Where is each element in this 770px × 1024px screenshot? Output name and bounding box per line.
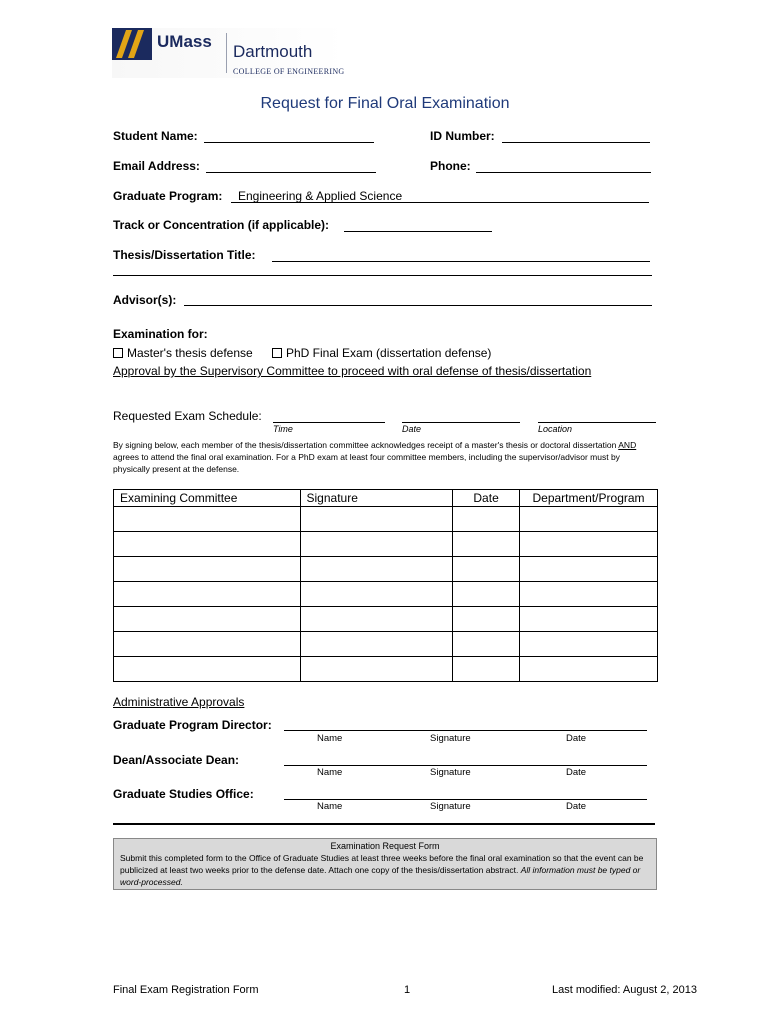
schedule-time-caption: Time xyxy=(273,424,293,434)
department-cell[interactable] xyxy=(520,582,658,607)
department-cell[interactable] xyxy=(520,557,658,582)
table-row xyxy=(114,607,658,632)
phd-checkbox[interactable] xyxy=(272,348,282,358)
department-cell[interactable] xyxy=(520,657,658,682)
thesis-title-field-line2[interactable] xyxy=(113,275,652,276)
option-phd[interactable] xyxy=(272,346,491,360)
member-cell[interactable] xyxy=(114,507,301,532)
date-cell[interactable] xyxy=(453,532,520,557)
schedule-time-field[interactable] xyxy=(273,422,385,423)
disclaimer-and: AND xyxy=(618,440,637,450)
table-row xyxy=(114,657,658,682)
notice-title: Examination Request Form xyxy=(330,841,440,851)
advisors-field[interactable] xyxy=(184,305,652,306)
track-label: Track or Concentration (if applicable): xyxy=(113,218,330,232)
schedule-label: Requested Exam Schedule: xyxy=(113,409,262,423)
committee-table xyxy=(113,489,658,682)
page-title: Request for Final Oral Examination xyxy=(260,95,510,112)
logo-dartmouth-text: Dartmouth xyxy=(233,42,313,61)
committee-table-header xyxy=(114,490,658,507)
date-cell[interactable] xyxy=(453,557,520,582)
masters-checkbox[interactable] xyxy=(113,348,123,358)
notice-italic: All information must be typed or word-processed. xyxy=(120,865,641,887)
footer-last-modified: Last modified: August 2, 2013 xyxy=(552,984,697,996)
logo-divider xyxy=(226,33,227,73)
date-cell[interactable] xyxy=(453,657,520,682)
table-row xyxy=(114,507,658,532)
director-name-caption: Name xyxy=(317,733,343,744)
member-cell[interactable] xyxy=(114,657,301,682)
dean-signature-caption: Signature xyxy=(430,767,471,778)
notice-body: Submit this completed form to the Office of Graduate Studies at least three weeks before the final oral examination so that the event can be publicized at least two weeks prior to the defense date. Attach one copy of the thesis/dissertation abstract. xyxy=(120,853,644,875)
office-name-caption: Name xyxy=(317,801,343,812)
signature-cell[interactable] xyxy=(300,607,453,632)
member-cell[interactable] xyxy=(114,582,301,607)
header-examining-committee: Examining Committee xyxy=(114,490,301,507)
header-signature: Signature xyxy=(300,490,453,507)
member-cell[interactable] xyxy=(114,607,301,632)
director-date-caption: Date xyxy=(566,733,587,744)
notice-box xyxy=(113,838,657,890)
member-cell[interactable] xyxy=(114,632,301,657)
student-name-field[interactable] xyxy=(204,142,374,143)
id-number-field[interactable] xyxy=(502,142,650,143)
schedule-date-caption: Date xyxy=(402,424,422,434)
approval-heading: Approval by the Supervisory Committee to proceed with oral defense of thesis/dissertation xyxy=(113,364,592,378)
table-row xyxy=(114,582,658,607)
dean-label: Dean/Associate Dean: xyxy=(113,753,240,767)
email-field[interactable] xyxy=(206,172,376,173)
signature-cell[interactable] xyxy=(300,632,453,657)
director-label: Graduate Program Director: xyxy=(113,718,272,732)
date-cell[interactable] xyxy=(453,507,520,532)
header-date: Date xyxy=(453,490,520,507)
office-signature-caption: Signature xyxy=(430,801,471,812)
section-divider xyxy=(113,823,655,825)
id-number-label: ID Number: xyxy=(430,129,495,143)
schedule-location-field[interactable] xyxy=(538,422,656,423)
office-signature-line[interactable] xyxy=(284,799,647,800)
thesis-title-label: Thesis/Dissertation Title: xyxy=(113,248,256,262)
notice-text xyxy=(114,852,656,888)
track-field[interactable] xyxy=(344,231,492,232)
department-cell[interactable] xyxy=(520,507,658,532)
department-cell[interactable] xyxy=(520,607,658,632)
table-row xyxy=(114,532,658,557)
director-signature-caption: Signature xyxy=(430,733,471,744)
date-cell[interactable] xyxy=(453,607,520,632)
dean-signature-line[interactable] xyxy=(284,765,647,766)
department-cell[interactable] xyxy=(520,632,658,657)
office-label: Graduate Studies Office: xyxy=(113,787,254,801)
umass-logo-icon xyxy=(112,28,152,60)
student-name-label: Student Name: xyxy=(113,129,198,143)
signature-cell[interactable] xyxy=(300,582,453,607)
disclaimer-part1: By signing below, each member of the thesis/dissertation committee acknowledges receipt of a master's thesis or doctoral dissertation xyxy=(113,440,619,450)
date-cell[interactable] xyxy=(453,632,520,657)
footer-page-number: 1 xyxy=(404,984,411,996)
graduate-program-value: Engineering & Applied Science xyxy=(238,189,403,203)
phd-option-label: PhD Final Exam (dissertation defense) xyxy=(286,346,492,360)
dean-date-caption: Date xyxy=(566,767,587,778)
graduate-program-label: Graduate Program: xyxy=(113,189,223,203)
header-department: Department/Program xyxy=(520,490,658,507)
table-row xyxy=(114,632,658,657)
thesis-title-field[interactable] xyxy=(272,261,650,262)
masters-option-label: Master's thesis defense xyxy=(127,346,253,360)
signature-cell[interactable] xyxy=(300,507,453,532)
phone-field[interactable] xyxy=(476,172,651,173)
table-row xyxy=(114,557,658,582)
disclaimer-part2: agrees to attend the final oral examination. For a PhD exam at least four committee members, including the supervisor/advisor must by physically present at the defense. xyxy=(113,452,620,474)
signature-cell[interactable] xyxy=(300,532,453,557)
footer-form-name: Final Exam Registration Form xyxy=(113,984,259,996)
exam-heading: Examination for: xyxy=(113,327,208,341)
department-cell[interactable] xyxy=(520,532,658,557)
logo-umass-text: UMass xyxy=(157,32,212,51)
schedule-location-caption: Location xyxy=(538,424,573,434)
director-signature-line[interactable] xyxy=(284,730,647,731)
logo-college-text: COLLEGE OF ENGINEERING xyxy=(233,67,345,76)
date-cell[interactable] xyxy=(453,582,520,607)
member-cell[interactable] xyxy=(114,532,301,557)
phone-label: Phone: xyxy=(430,159,471,173)
signature-cell[interactable] xyxy=(300,557,453,582)
member-cell[interactable] xyxy=(114,557,301,582)
email-label: Email Address: xyxy=(113,159,200,173)
dean-name-caption: Name xyxy=(317,767,343,778)
admin-heading: Administrative Approvals xyxy=(113,695,245,709)
advisors-label: Advisor(s): xyxy=(113,293,177,307)
signature-cell[interactable] xyxy=(300,657,453,682)
option-masters[interactable] xyxy=(113,346,253,360)
office-date-caption: Date xyxy=(566,801,587,812)
schedule-date-field[interactable] xyxy=(402,422,520,423)
committee-disclaimer xyxy=(113,439,658,475)
